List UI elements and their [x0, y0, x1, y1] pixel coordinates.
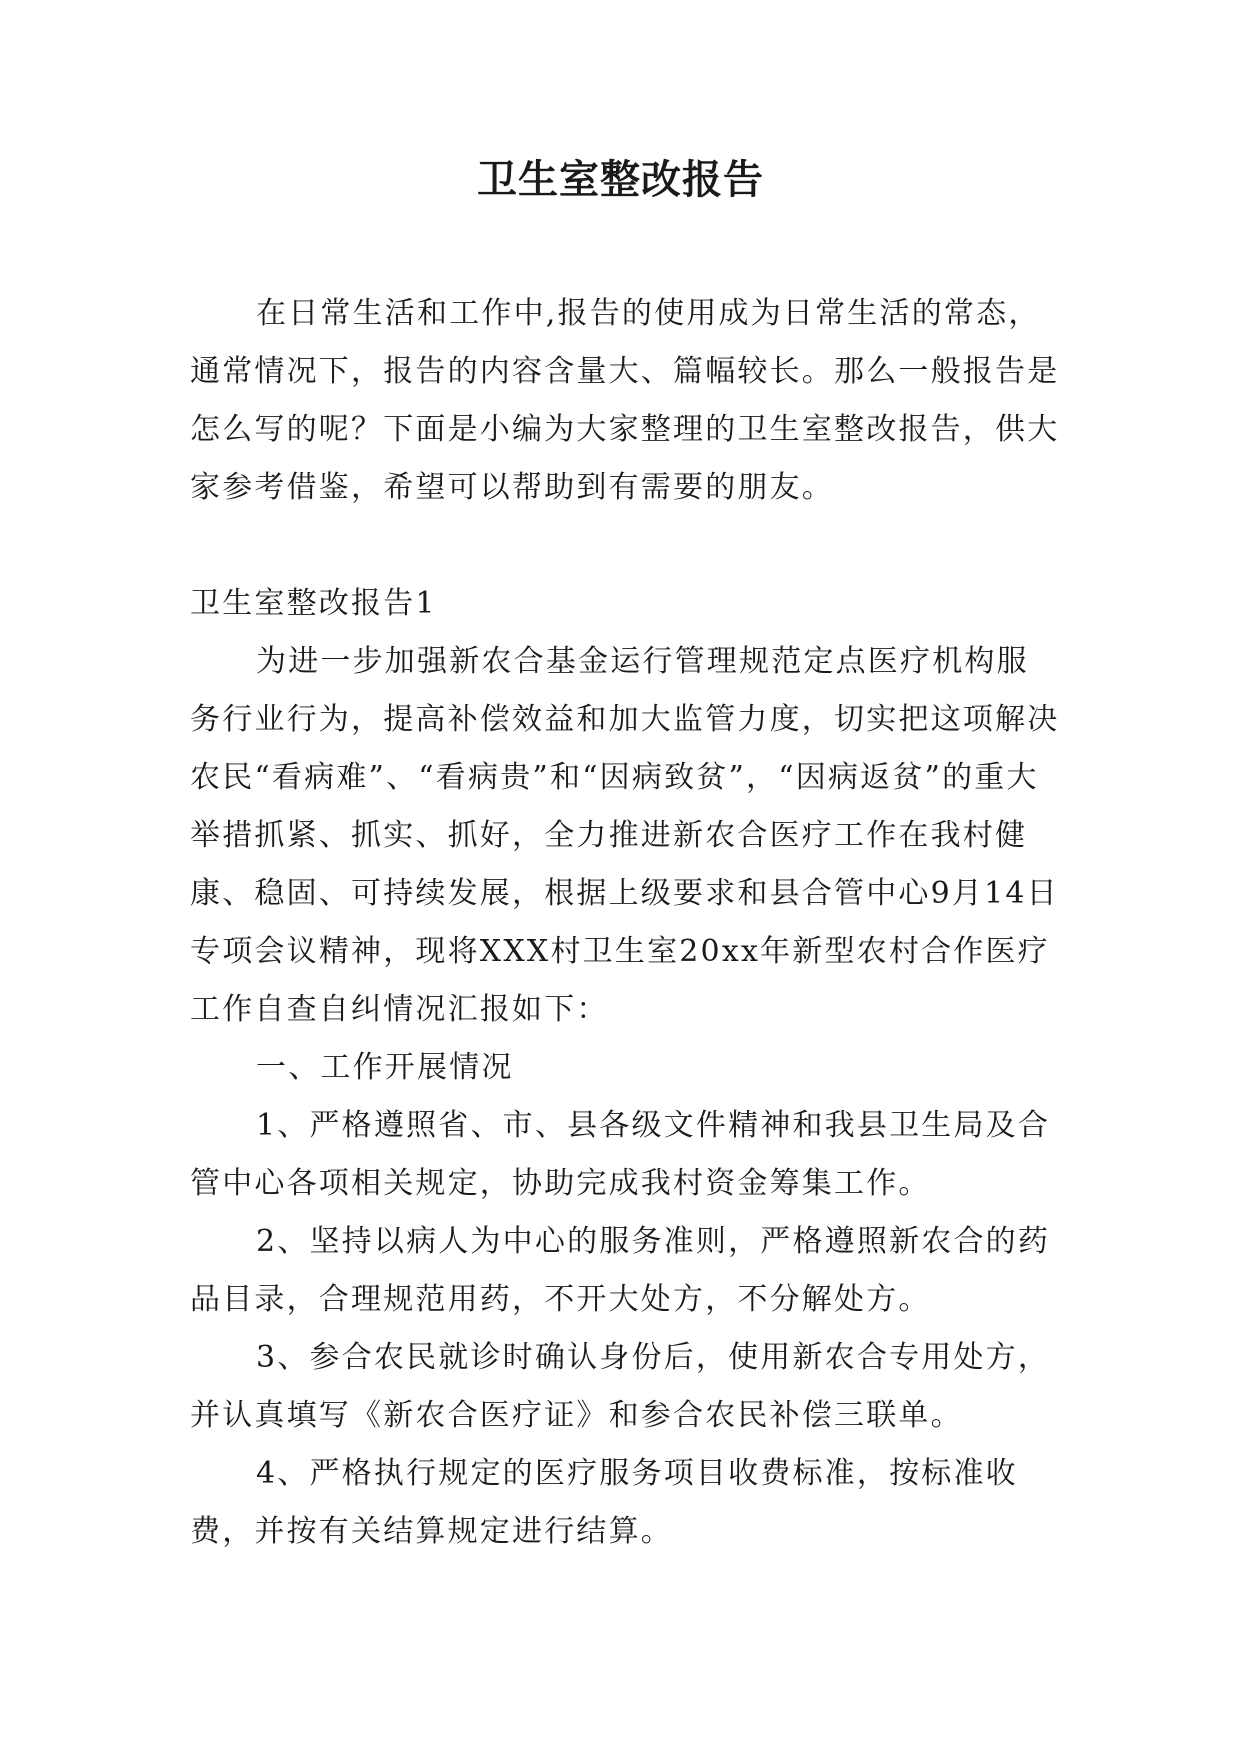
- list-item-3: 3、参合农民就诊时确认身份后，使用新农合专用处方，并认真填写《新农合医疗证》和参合农民补偿三联单。: [190, 1340, 1051, 1433]
- list-item-4: 4、严格执行规定的医疗服务项目收费标准，按标准收费，并按有关结算规定进行结算。: [190, 1456, 1018, 1549]
- document-title: 卫生室整改报告: [477, 156, 764, 203]
- list-item-1: 1、严格遵照省、市、县各级文件精神和我县卫生局及合管中心各项相关规定，协助完成我村资金筹集工作。: [190, 1108, 1051, 1201]
- paragraph-main: 为进一步加强新农合基金运行管理规范定点医疗机构服务行业行为，提高补偿效益和加大监管力度，切实把这项解决农民“看病难”、“看病贵”和“因病致贫”，“因病返贫”的重大举措抓紧、抓实、抓好，全力推进新农合医疗工作在我村健康、稳固、可持续发展，根据上级要求和县合管中心9月14日专项会议精神，现将XXX村卫生室20xx年新型农村合作医疗工作自查自纠情况汇报如下：: [190, 644, 1060, 1027]
- section-1: [190, 575, 1060, 1561]
- intro-paragraph: 在日常生活和工作中,报告的使用成为日常生活的常态，通常情况下，报告的内容含量大、篇幅较长。那么一般报告是怎么写的呢？下面是小编为大家整理的卫生室整改报告，供大家参考借鉴，希望可以帮助到有需要的朋友。: [190, 296, 1060, 505]
- section-heading: 卫生室整改报告1: [190, 586, 437, 621]
- subheading-work-status: 一、工作开展情况: [256, 1050, 514, 1085]
- list-item-2: 2、坚持以病人为中心的服务准则，严格遵照新农合的药品目录，合理规范用药，不开大处方，不分解处方。: [190, 1224, 1051, 1317]
